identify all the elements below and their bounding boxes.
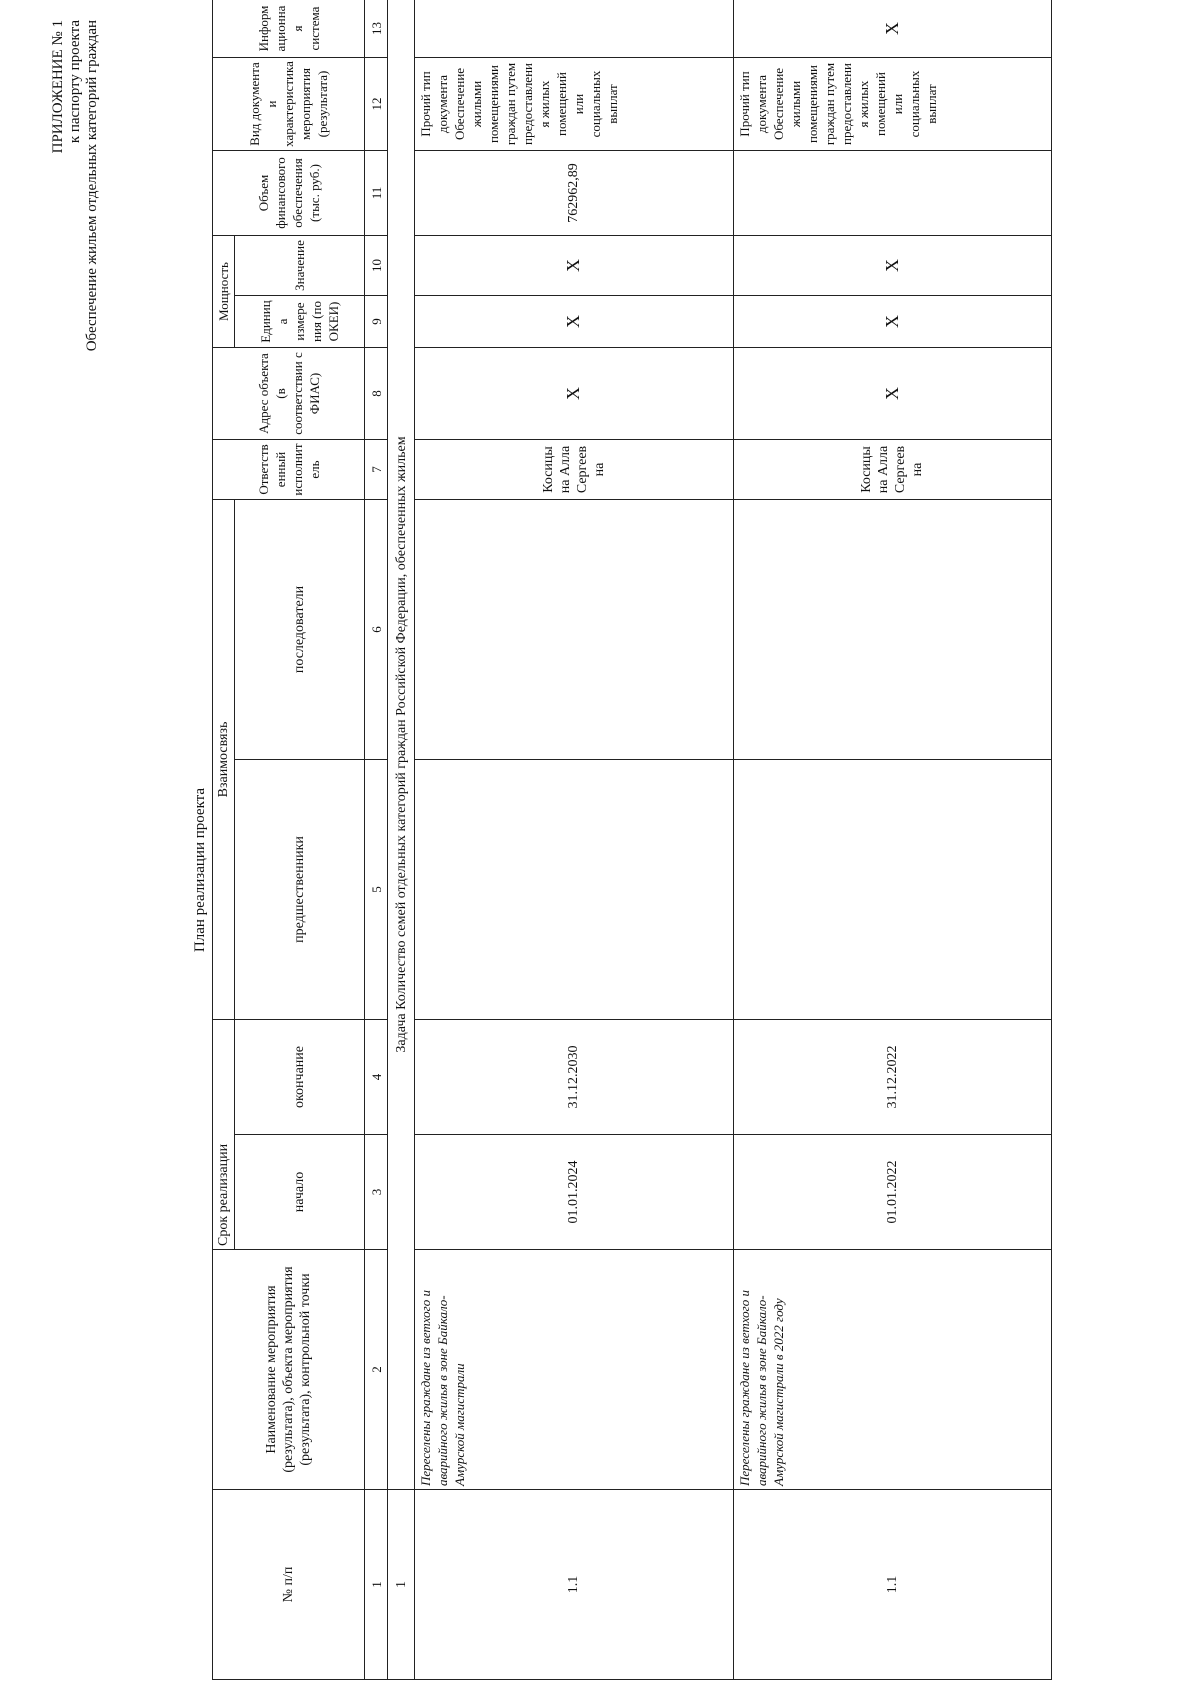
index-cell: 7 [365, 440, 388, 500]
row-end: 31.12.2022 [733, 1020, 1051, 1135]
row-responsible: Косицына Алла Сергеевна [733, 440, 1051, 500]
row-address: Х [733, 348, 1051, 440]
row-successors [733, 500, 1051, 760]
col-predecessors: предшественники [235, 760, 365, 1020]
row-info-system: Х [733, 0, 1051, 58]
col-address: Адрес объекта (в соответствии с ФИАС) [213, 348, 365, 440]
annex-title: ПРИЛОЖЕНИЕ № 1 [50, 20, 66, 154]
table-row [415, 0, 733, 1680]
row-unit: Х [415, 296, 733, 348]
row-info-system [415, 0, 733, 58]
row-responsible: Косицына Алла Сергеевна [415, 440, 733, 500]
row-start: 01.01.2024 [415, 1135, 733, 1250]
index-cell: 11 [365, 151, 388, 236]
row-finance: 762962,89 [415, 151, 733, 236]
index-cell: 6 [365, 500, 388, 760]
col-doc-type: Вид документа и характеристика мероприятия (результата) [213, 58, 365, 151]
col-num: № п/п [213, 1490, 365, 1680]
col-start: начало [235, 1135, 365, 1250]
row-finance [733, 151, 1051, 236]
annex-project-name: Обеспечение жильем отдельных категорий граждан [84, 20, 100, 352]
index-cell: 4 [365, 1020, 388, 1135]
col-name: Наименование мероприятия (результата), объекта мероприятия (результата), контрольной точки [213, 1250, 365, 1490]
row-predecessors [415, 760, 733, 1020]
annex-subtitle: к паспорту проекта [67, 20, 83, 144]
row-value: Х [415, 236, 733, 296]
row-address: Х [415, 348, 733, 440]
index-cell: 13 [365, 0, 388, 58]
col-capacity: Мощность [213, 236, 235, 348]
col-successors: последователи [235, 500, 365, 760]
row-value: Х [733, 236, 1051, 296]
index-cell: 3 [365, 1135, 388, 1250]
row-name: Переселены граждане из ветхого и аварийного жилья в зоне Байкало-Амурской магистрали в 2022 году [733, 1250, 1051, 1490]
column-index-row [365, 0, 388, 1680]
row-name: Переселены граждане из ветхого и аварийного жилья в зоне Байкало-Амурской магистрали [415, 1250, 733, 1490]
row-doc-type: Прочий тип документа Обеспечение жилыми помещениями граждан путем предоставления жилых помещений или социальных выплат [415, 58, 733, 151]
col-responsible: Ответственный исполнитель [213, 440, 365, 500]
row-num: 1.1 [733, 1490, 1051, 1680]
row-successors [415, 500, 733, 760]
col-value: Значение [235, 236, 365, 296]
row-unit: Х [733, 296, 1051, 348]
task-text: Задача Количество семей отдельных категорий граждан Российской Федерации, обеспеченных жильем [388, 0, 415, 1490]
row-predecessors [733, 760, 1051, 1020]
row-num: 1.1 [415, 1490, 733, 1680]
index-cell: 5 [365, 760, 388, 1020]
index-cell: 12 [365, 58, 388, 151]
row-doc-type: Прочий тип документа Обеспечение жилыми помещениями граждан путем предоставления жилых помещений или социальных выплат [733, 58, 1051, 151]
task-num: 1 [388, 1490, 415, 1680]
col-relation: Взаимосвязь [213, 500, 235, 1020]
row-start: 01.01.2022 [733, 1135, 1051, 1250]
task-row [388, 0, 415, 1680]
annex-header [50, 20, 101, 351]
col-finance: Объем финансового обеспечения (тыс. руб.) [213, 151, 365, 236]
index-cell: 1 [365, 1490, 388, 1680]
row-end: 31.12.2030 [415, 1020, 733, 1135]
col-info-system: Информационная система [213, 0, 365, 58]
table-row [733, 0, 1051, 1680]
implementation-plan-table [212, 0, 1052, 1680]
index-cell: 8 [365, 348, 388, 440]
plan-title: План реализации проекта [192, 787, 208, 953]
index-cell: 10 [365, 236, 388, 296]
index-cell: 9 [365, 296, 388, 348]
index-cell: 2 [365, 1250, 388, 1490]
col-period: Срок реализации [213, 1020, 235, 1250]
col-unit: Единица измерения (по ОКЕИ) [235, 296, 365, 348]
col-end: окончание [235, 1020, 365, 1135]
